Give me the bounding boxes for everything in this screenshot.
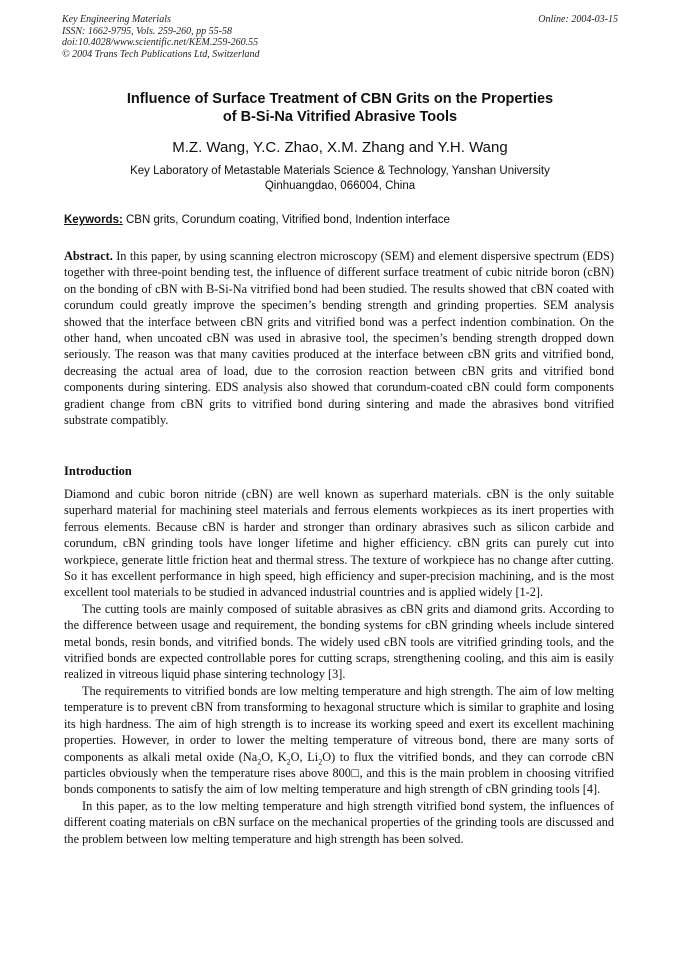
intro-p3-part-d: O) to flux the vitrified bonds, and they can corrode cBN particles obviously when the temperature rises above 800□, and this is the main problem in choosing vitrified bonds components to satisfy the aim of low melting temperature and high strength of cBN grinding tools [4]. [64, 749, 614, 797]
keywords-text: CBN grits, Corundum coating, Vitrified bond, Indention interface [122, 214, 450, 226]
abstract-paragraph [64, 248, 614, 428]
journal-header [62, 14, 618, 60]
paper-title [60, 90, 620, 126]
intro-p3-part-a: The requirements to vitrified bonds are low melting temperature and high strength. The aim of low melting temperature is to prevent cBN from transforming to hexagonal structure which is similar to graphite and losing its high hardness. The aim of high strength is to increase its working speed and exert its excellent machining properties. However, in order to lower the melting temperature of vitreous bond, there are many sorts of components as alkali metal oxide (Na [64, 683, 614, 764]
introduction-body [64, 486, 614, 847]
subscript-2: 2 [286, 756, 291, 766]
affiliation-line-1: Key Laboratory of Metastable Materials Science & Technology, Yanshan University [130, 165, 550, 177]
author-list: M.Z. Wang, Y.C. Zhao, X.M. Zhang and Y.H. Wang [172, 139, 508, 156]
issn-line: ISSN: 1662-9795, Vols. 259-260, pp 55-58 [62, 25, 232, 37]
title-line-2: of B-Si-Na Vitrified Abrasive Tools [222, 109, 458, 125]
keywords [64, 213, 624, 228]
affiliation-line-2: Qinhuangdao, 066004, China [264, 180, 416, 192]
affiliation [60, 164, 620, 194]
abstract-text: In this paper, by using scanning electron microscopy (SEM) and element dispersive spectrum (EDS) together with three-point bending test, the influence of different surface treatment of cubic nitride boron (cBN) on the bonding of cBN with B-Si-Na vitrified bond had been studied. The results showed that cBN coated with corundum could greatly improve the specimen’s bending strength and grinding properties. SEM analysis showed that the interface between cBN grits and vitrified bond was a perfect indention combination. On the other hand, when uncoated cBN was used in abrasive tool, the specimen’s bending strength dropped down seriously. The reason was that many cavities produced at the interface between cBN grits and vitrified bond, decreasing the actual area of load, due to the corrosion reaction between cBN grits and vitrified bond components during sintering. EDS analysis also showed that corundum-coated cBN could form components gradient change from cBN grits to vitrified bond during sintering and made the abrasives bond vitrified substrate compatibly. [64, 249, 614, 428]
title-line-1: Influence of Surface Treatment of CBN Grits on the Properties [126, 91, 554, 107]
keywords-label: Keywords: [64, 214, 123, 226]
intro-p3-part-c: O, Li [290, 749, 319, 764]
intro-p3-part-b: O, K [261, 749, 287, 764]
intro-paragraph-3 [64, 683, 614, 798]
intro-paragraph-2: The cutting tools are mainly composed of suitable abrasives as cBN grits and diamond grits. According to the difference between usage and requirement, the bonding systems for cBN grinding wheels include sintered metal bonds, resin bonds, and vitrified bonds. The widely used cBN tools are vitrified grinding tools, and the vitrified bonds are expected controllable pores for cutting scraps, strengthening cooling, and this aim is easily realized in vitreous liquid phase sintering technology [3]. [64, 601, 614, 682]
journal-name: Key Engineering Materials [62, 14, 171, 25]
abstract [64, 248, 614, 428]
subscript-2: 2 [318, 756, 323, 766]
intro-paragraph-1: Diamond and cubic boron nitride (cBN) are well known as superhard materials. cBN is the only suitable superhard material for machining steel materials and ferrous elements workpieces as its inert properties with ferrous elements. Because cBN is harder and stronger than ordinary abrasives such as silicon carbide and corundum, cBN grinding tools have longer lifetime and higher efficiency. cBN grits can purely cut into workpiece, generate little friction heat and thermal stress. The texture of workpiece has no change after cutting. So it has excellent performance in high speed, high efficiency and super-precision machining, and is the most excellent tool materials to be studied in advanced industrial countries and is applied widely [1-2]. [64, 487, 614, 600]
subscript-2: 2 [257, 756, 262, 766]
online-date: Online: 2004-03-15 [538, 14, 618, 25]
intro-paragraph-4: In this paper, as to the low melting temperature and high strength vitrified bond system, the influences of different coating materials on cBN surface on the mechanical properties of the grinding tools are discussed and the problem between low melting temperature and high strength has been solved. [64, 798, 614, 846]
doi-line: doi:10.4028/www.scientific.net/KEM.259-260.55 [62, 37, 259, 49]
introduction-heading: Introduction [64, 464, 132, 478]
abstract-label: Abstract. [64, 249, 113, 263]
copyright-line: © 2004 Trans Tech Publications Ltd, Switzerland [62, 48, 260, 60]
